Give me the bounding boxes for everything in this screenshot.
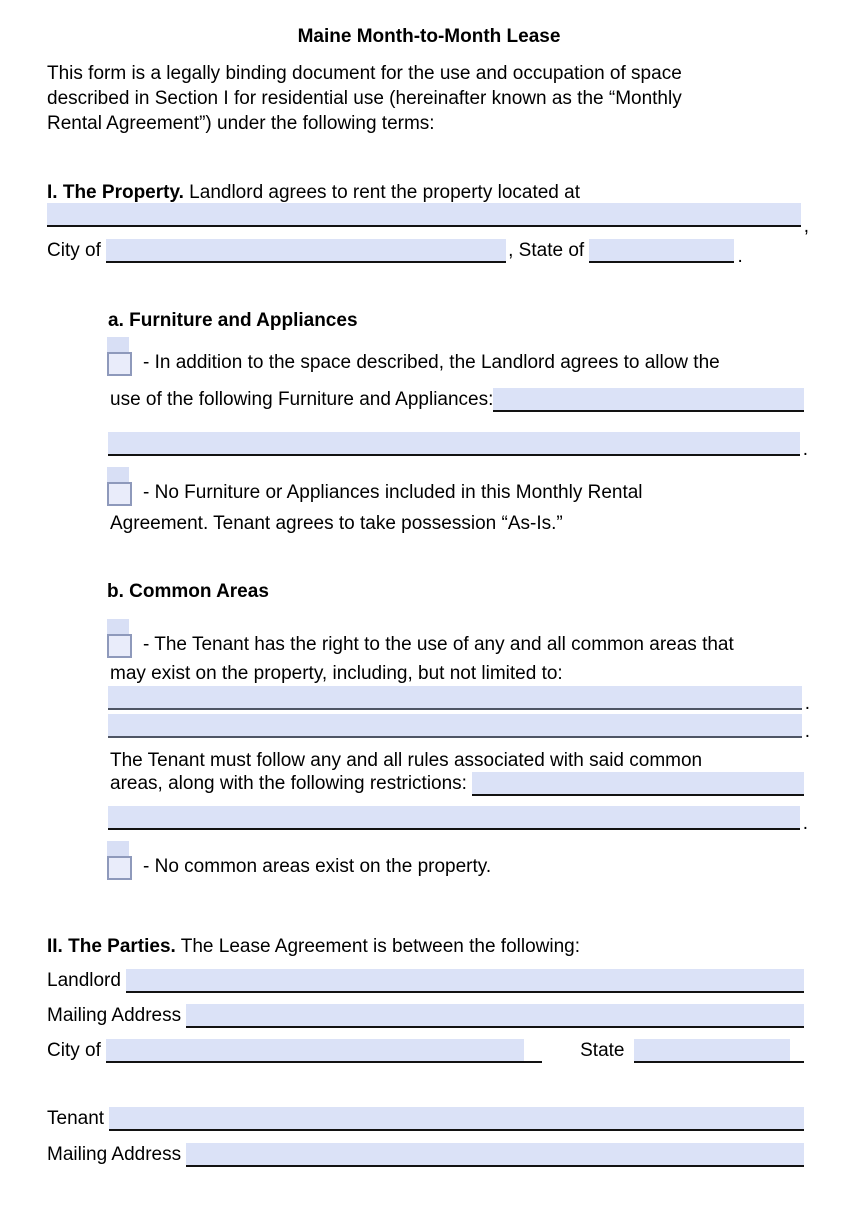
furnished-option-line2: use of the following Furniture and Appliances: — [110, 389, 494, 410]
state-input[interactable] — [589, 239, 734, 263]
landlord-mailing-label: Mailing Address — [47, 1005, 187, 1026]
no-furniture-line2: Agreement. Tenant agrees to take possession “As-Is.” — [110, 513, 563, 534]
property-address-row — [47, 203, 809, 237]
intro-line-3: Rental Agreement”) under the following terms: — [47, 113, 435, 134]
subsection-a-heading: a. Furniture and Appliances — [108, 310, 358, 331]
restrictions-period: . — [802, 813, 808, 834]
intro-line-1: This form is a legally binding document for the use and occupation of space — [47, 63, 682, 84]
landlord-city-input[interactable] — [106, 1039, 524, 1061]
furniture-period: . — [802, 439, 808, 460]
section-1-heading — [47, 182, 827, 204]
landlord-name-input[interactable] — [126, 969, 804, 993]
tenant-mailing-row — [47, 1143, 804, 1167]
furniture-appliances-input-2[interactable] — [108, 432, 800, 456]
landlord-label: Landlord — [47, 970, 127, 991]
no-furniture-line1: - No Furniture or Appliances included in this Monthly Rental — [143, 482, 643, 503]
tenant-label: Tenant — [47, 1108, 110, 1129]
furniture-field-row — [108, 432, 808, 460]
city-label: City of — [47, 240, 107, 261]
state-label: , State of — [508, 240, 590, 261]
common-areas-checkbox[interactable] — [107, 634, 132, 658]
landlord-city-state-row — [47, 1039, 804, 1063]
furnished-option-line2-row — [110, 388, 804, 412]
section-1-title: I. The Property. — [47, 182, 184, 203]
section1-city-state-row — [47, 239, 809, 267]
state-period: . — [737, 246, 743, 267]
rules-line2: areas, along with the following restrictions: — [110, 773, 473, 794]
common-areas-field2-row — [108, 714, 810, 742]
common-areas-period1: . — [804, 693, 810, 714]
tenant-name-input[interactable] — [109, 1107, 804, 1131]
section-2-lead: The Lease Agreement is between the following: — [175, 936, 581, 957]
tenant-mailing-address-input[interactable] — [186, 1143, 804, 1167]
common-areas-line2: may exist on the property, including, but not limited to: — [110, 663, 563, 684]
furnished-option-row — [107, 350, 817, 376]
no-common-areas-label: - No common areas exist on the property. — [143, 856, 492, 877]
subsection-b-heading: b. Common Areas — [107, 581, 269, 602]
restrictions-field-row — [108, 806, 808, 834]
landlord-state-underline — [634, 1039, 805, 1063]
section-2-title: II. The Parties. — [47, 936, 176, 957]
furnished-checkbox[interactable] — [107, 352, 132, 376]
property-address-input[interactable] — [47, 203, 801, 227]
common-areas-line1: - The Tenant has the right to the use of any and all common areas that — [143, 634, 734, 655]
landlord-state-label: State — [580, 1040, 625, 1061]
restrictions-input-1[interactable] — [472, 772, 804, 796]
no-common-areas-checkbox[interactable] — [107, 856, 132, 880]
tenant-row — [47, 1107, 804, 1131]
landlord-city-label: City of — [47, 1040, 107, 1061]
furnished-option-line1: - In addition to the space described, the Landlord agrees to allow the — [143, 352, 720, 373]
landlord-state-input[interactable] — [634, 1039, 790, 1061]
common-areas-period2: . — [804, 721, 810, 742]
rules-line1: The Tenant must follow any and all rules associated with said common — [110, 750, 703, 771]
furniture-appliances-input-1[interactable] — [493, 388, 804, 412]
landlord-city-underline — [106, 1039, 542, 1063]
intro-line-2: described in Section I for residential use (hereinafter known as the “Monthly — [47, 88, 682, 109]
restrictions-input-2[interactable] — [108, 806, 800, 830]
section-2-heading — [47, 936, 827, 958]
common-areas-input-1[interactable] — [108, 686, 802, 710]
landlord-mailing-address-input[interactable] — [186, 1004, 804, 1028]
no-furniture-checkbox[interactable] — [107, 482, 132, 506]
intro-paragraph — [47, 61, 777, 136]
property-address-comma: , — [803, 216, 809, 237]
landlord-row — [47, 969, 804, 993]
document-title: Maine Month-to-Month Lease — [297, 26, 561, 47]
no-furniture-option-row — [107, 480, 817, 506]
city-input[interactable] — [106, 239, 506, 263]
common-areas-input-2[interactable] — [108, 714, 802, 738]
common-areas-field1-row — [108, 686, 810, 714]
landlord-mailing-row — [47, 1004, 804, 1028]
tenant-mailing-label: Mailing Address — [47, 1144, 187, 1165]
section-1-lead: Landlord agrees to rent the property located at — [183, 182, 580, 203]
no-common-areas-option-row — [107, 854, 817, 880]
common-areas-option-row — [107, 632, 827, 658]
rules-line2-row — [110, 772, 804, 796]
